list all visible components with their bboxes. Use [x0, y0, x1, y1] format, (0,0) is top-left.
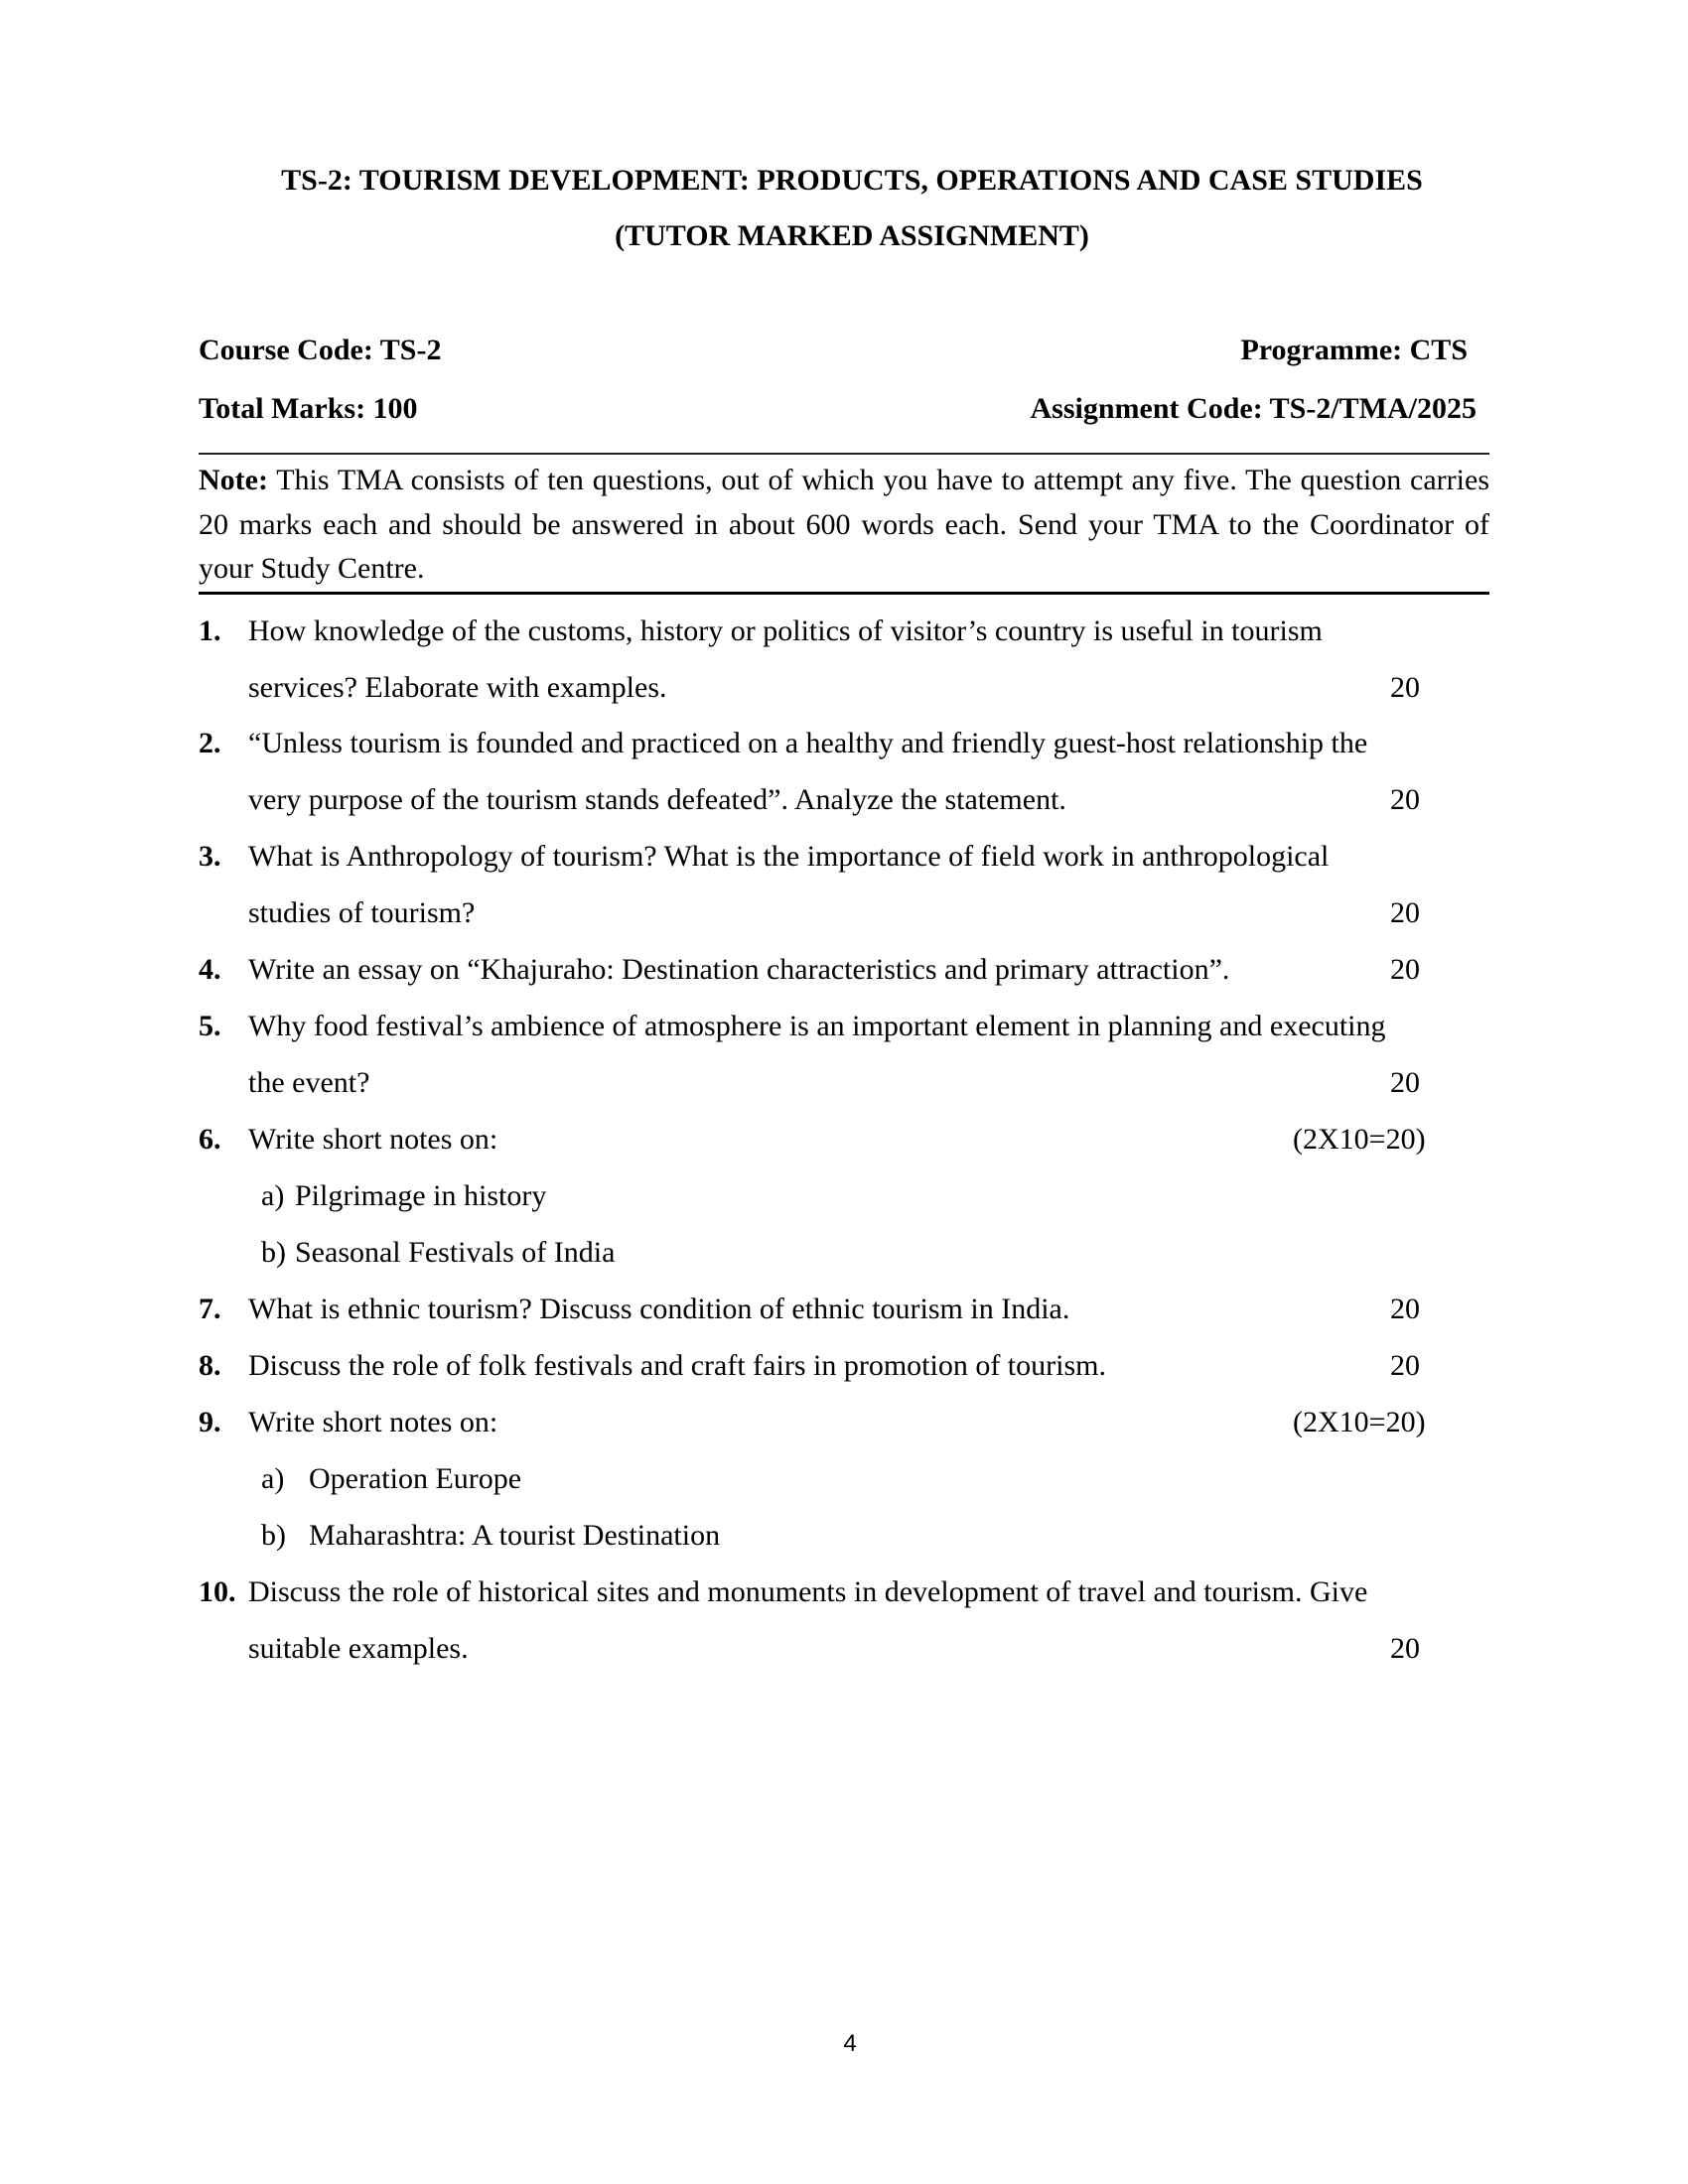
question-number: 3.: [199, 840, 221, 873]
question-text-line: Discuss the role of historical sites and monuments in development of travel and tourism. Give: [248, 1575, 1368, 1608]
question-marks: 20: [1390, 783, 1420, 816]
total-marks: Total Marks: 100: [199, 392, 418, 425]
document-subtitle: (TUTOR MARKED ASSIGNMENT): [615, 219, 1089, 252]
course-code: Course Code: TS-2: [199, 334, 442, 366]
sub-item-text: Operation Europe: [309, 1462, 522, 1495]
question-text-line: studies of tourism?: [248, 896, 476, 929]
question-marks: (2X10=20): [1293, 1406, 1426, 1438]
question-text-line: Write short notes on:: [248, 1123, 498, 1156]
question-number: 2.: [199, 727, 221, 759]
question-number: 10.: [199, 1575, 236, 1608]
document-title: TS-2: TOURISM DEVELOPMENT: PRODUCTS, OPERATIONS AND CASE STUDIES: [281, 164, 1423, 197]
note-text: This TMA consists of ten questions, out of which you have to attempt any five. The question carries 20 marks each and should be answered in about 600 words each. Send your TMA to the Coordinator of your Study Centre.: [199, 464, 1489, 585]
question-marks: 20: [1390, 1293, 1420, 1325]
programme: Programme: CTS: [1240, 334, 1468, 366]
question-marks: 20: [1390, 671, 1420, 704]
note-bottom-divider: [199, 592, 1489, 595]
question-text-line: “Unless tourism is founded and practiced on a healthy and friendly guest-host relationship the: [248, 727, 1368, 759]
sub-item-text: Maharashtra: A tourist Destination: [309, 1519, 721, 1552]
question-number: 6.: [199, 1123, 221, 1156]
note-paragraph: [199, 459, 1489, 592]
question-number: 1.: [199, 614, 221, 647]
sub-item-label: a): [261, 1179, 285, 1212]
sub-item-label: a): [261, 1462, 285, 1495]
question-text-line: services? Elaborate with examples.: [248, 671, 667, 704]
sub-item-text: Pilgrimage in history: [295, 1179, 547, 1212]
question-number: 5.: [199, 1010, 221, 1042]
note-label: Note:: [199, 464, 268, 496]
question-text-line: Write an essay on “Khajuraho: Destination characteristics and primary attraction”.: [248, 953, 1230, 986]
question-text-line: How knowledge of the customs, history or politics of visitor’s country is useful in tourism: [248, 614, 1323, 647]
question-text-line: Why food festival’s ambience of atmosphere is an important element in planning and executing: [248, 1010, 1386, 1042]
question-number: 8.: [199, 1349, 221, 1382]
sub-item-label: b): [261, 1236, 286, 1269]
question-text-line: Discuss the role of folk festivals and craft fairs in promotion of tourism.: [248, 1349, 1106, 1382]
sub-item-text: Seasonal Festivals of India: [295, 1236, 616, 1269]
question-text-line: Write short notes on:: [248, 1406, 498, 1438]
question-text-line: suitable examples.: [248, 1632, 469, 1665]
question-text-line: the event?: [248, 1066, 370, 1099]
question-text-line: What is ethnic tourism? Discuss condition of ethnic tourism in India.: [248, 1293, 1070, 1325]
question-marks: 20: [1390, 1349, 1420, 1382]
question-number: 9.: [199, 1406, 221, 1438]
note-top-divider: [199, 453, 1489, 455]
question-number: 4.: [199, 953, 221, 986]
question-text-line: very purpose of the tourism stands defeated”. Analyze the statement.: [248, 783, 1066, 816]
sub-item-label: b): [261, 1519, 286, 1552]
assignment-code: Assignment Code: TS-2/TMA/2025: [1030, 392, 1477, 425]
question-text-line: What is Anthropology of tourism? What is the importance of field work in anthropological: [248, 840, 1330, 873]
question-marks: (2X10=20): [1293, 1123, 1426, 1156]
page-number: 4: [843, 2030, 857, 2057]
question-marks: 20: [1390, 1632, 1420, 1665]
question-marks: 20: [1390, 1066, 1420, 1099]
question-number: 7.: [199, 1293, 221, 1325]
question-marks: 20: [1390, 896, 1420, 929]
question-marks: 20: [1390, 953, 1420, 986]
